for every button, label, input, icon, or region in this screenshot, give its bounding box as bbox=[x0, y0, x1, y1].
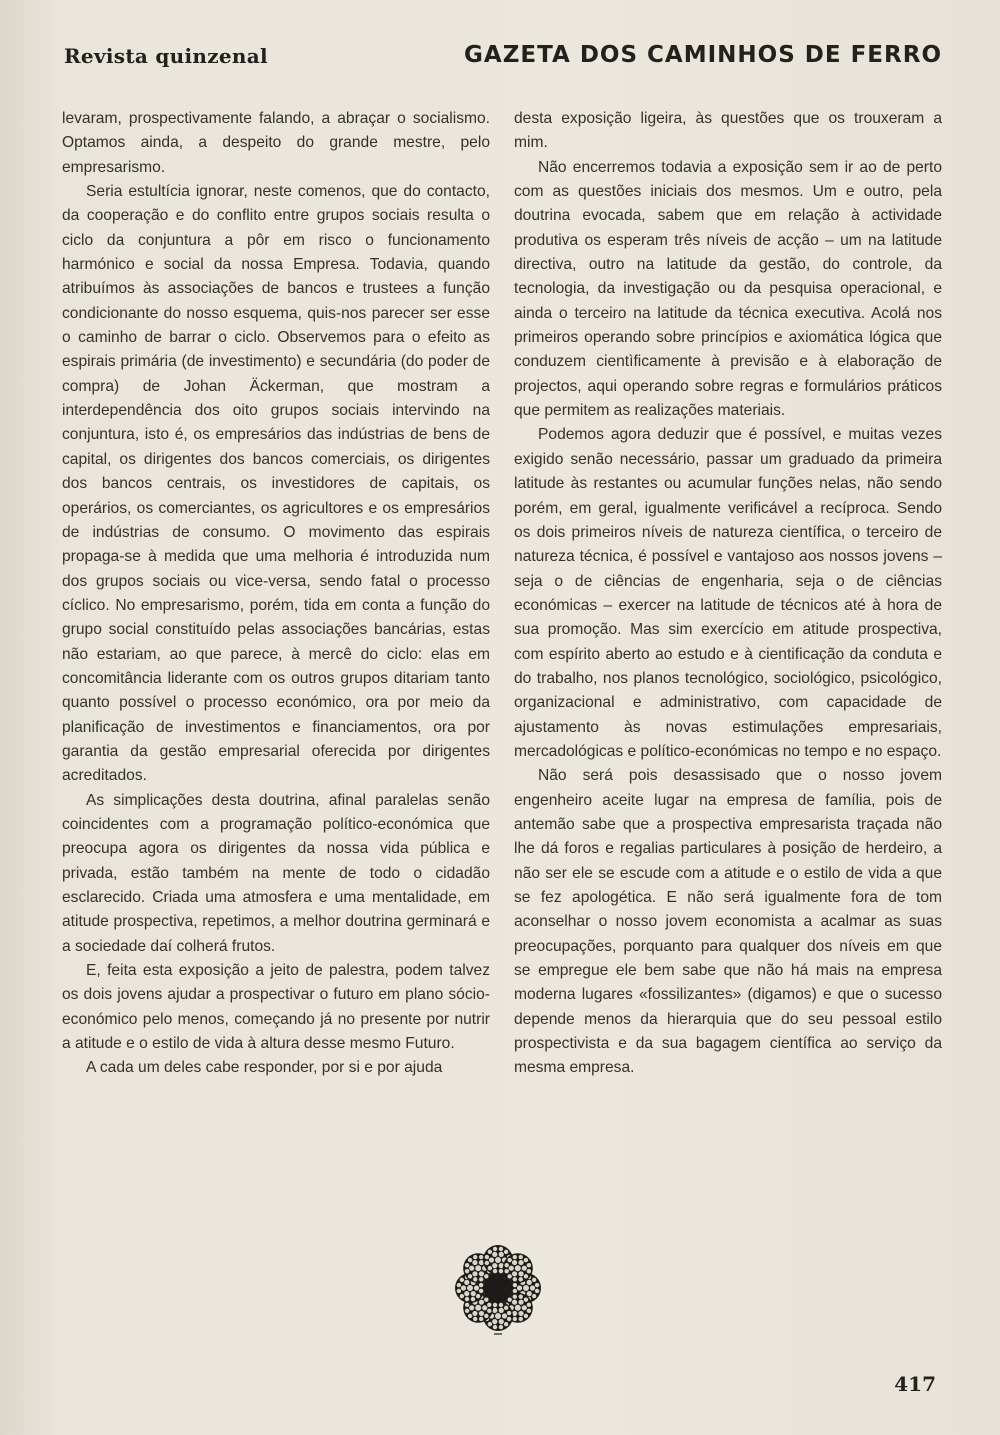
left-text-column bbox=[62, 107, 490, 1081]
running-header-left: Revista quinzenal bbox=[64, 44, 268, 68]
paragraph: levaram, prospectivamente falando, a abraçar o socialismo. Optamos ainda, a despeito do grande mestre, pelo empresarismo. bbox=[62, 110, 490, 176]
paragraph: As simplicações desta doutrina, afinal paralelas senão coincidentes com a programação político-económica que preocupa agora os dirigentes da nossa vida pública e privada, estão também na mente de todo o cidadão esclarecido. Criada uma atmosfera e uma mentalidade, em atitude prospectiva, repetimos, a melhor doutrina germinará e a sociedade daí colherá frutos. bbox=[62, 791, 490, 955]
paragraph: Seria estultícia ignorar, neste comenos, que do contacto, da cooperação e do conflito entre grupos sociais resulta o ciclo da conjuntura a pôr em risco o funcionamento harmónico e social da nossa Empresa. Todavia, quando atribuímos às associações de bancos e trustees a função condicionante do nosso esquema, quis-nos parecer ser esse o caminho de barrar o ciclo. Observemos para o efeito as espirais primária (de investimento) e secundária (do poder de compra) de Johan Äckerman, que mostram a interdependência dos oito grupos sociais intervindo na conjuntura, isto é, os empresários das indústrias de bens de capital, os dirigentes dos bancos comerciais, os dirigentes dos bancos centrais, os investidores de capitais, os operários, os comerciantes, os agricultores e os empresários de indústrias de consumo. O movimento das espirais propaga-se à medida que uma melhoria é introduzida num dos grupos sociais ou vice-versa, sendo fatal o processo cíclico. No empresarismo, porém, tida em conta a função do grupo social constituído pelas associações bancárias, estas não estariam, ao que parece, à mercê do ciclo: elas em concomitância liderante com os outros grupos ditariam tanto quanto possível o processo económico, ora por meio da planificação de investimentos e financiamentos, ora por garantia da gestão empresarial oferecida por dirigentes acreditados. bbox=[62, 183, 490, 785]
paragraph: Não encerremos todavia a exposição sem ir ao de perto com as questões iniciais dos mesmos. Um e outro, pela doutrina evocada, sabem que em relação à actividade produtiva os esperam três níveis de acção – um na latitude directiva, outro na latitude da gestão, do controle, da tecnologia, da investigação ou da pesquisa operacional, e ainda o terceiro na latitude da técnica executiva. Acolá nos primeiros operando sobre princípios e axiomática lógica que conduzem cientìficamente à previsão e à elaboração de projectos, aqui operando sobre regras e formulários práticos que permitem as realizações materiais. bbox=[514, 158, 942, 420]
paragraph: E, feita esta exposição a jeito de palestra, podem talvez os dois jovens ajudar a prospectivar o futuro em plano sócio-económico pelo menos, começando já no presente por nutrir a atitude e o estilo de vida à altura desse mesmo Futuro. bbox=[62, 962, 490, 1053]
paragraph: desta exposição ligeira, às questões que os trouxeram a mim. bbox=[514, 110, 942, 152]
page-number: 417 bbox=[894, 1372, 936, 1396]
right-text-column bbox=[514, 107, 942, 1081]
paragraph: A cada um deles cabe responder, por si e por ajuda bbox=[86, 1059, 443, 1077]
wire-rope-cross-section-icon bbox=[452, 1240, 544, 1340]
paragraph: Podemos agora deduzir que é possível, e muitas vezes exigido senão necessário, passar um graduado da primeira latitude às restantes ou acumular funções nelas, não sendo porém, em geral, igualmente verificável a recíproca. Sendo os dois primeiros níveis de natureza científica, o terceiro de natureza técnica, é possível e vantajoso aos nossos jovens – seja o de ciências de engenharia, seja o de ciências económicas – exercer na latitude de técnicos até à hora de sua promoção. Mas sim exercício em atitude prospectiva, com espírito aberto ao estudo e à cientificação da conduta e do trabalho, nos planos tecnológico, sociológico, psicológico, organizacional e administrativo, com capacidade de ajustamento às novas estimulações empresariais, mercadológicas e político-económicas no tempo e no espaço. bbox=[514, 426, 942, 760]
running-header-right: GAZETA DOS CAMINHOS DE FERRO bbox=[464, 42, 942, 68]
paragraph: Não será pois desassisado que o nosso jovem engenheiro aceite lugar na empresa de família, pois de antemão sabe que a prospectiva empresarista traçada não lhe dá foros e regalias particulares à posição de herdeiro, a não ser ele se escude com a atitude e o estilo de vida a que se fez apologética. E não será igualmente fora de tom aconselhar o nosso jovem economista a acalmar as suas preocupações, porquanto para qualquer dos níveis em que se empregue ele bem sabe que não há mais na empresa moderna lugares «fossilizantes» (digamos) e que o sucesso depende menos da hierarquia que do seu pessoal estilo prospectivista e da sua bagagem científica ao serviço da mesma empresa. bbox=[514, 767, 942, 1077]
